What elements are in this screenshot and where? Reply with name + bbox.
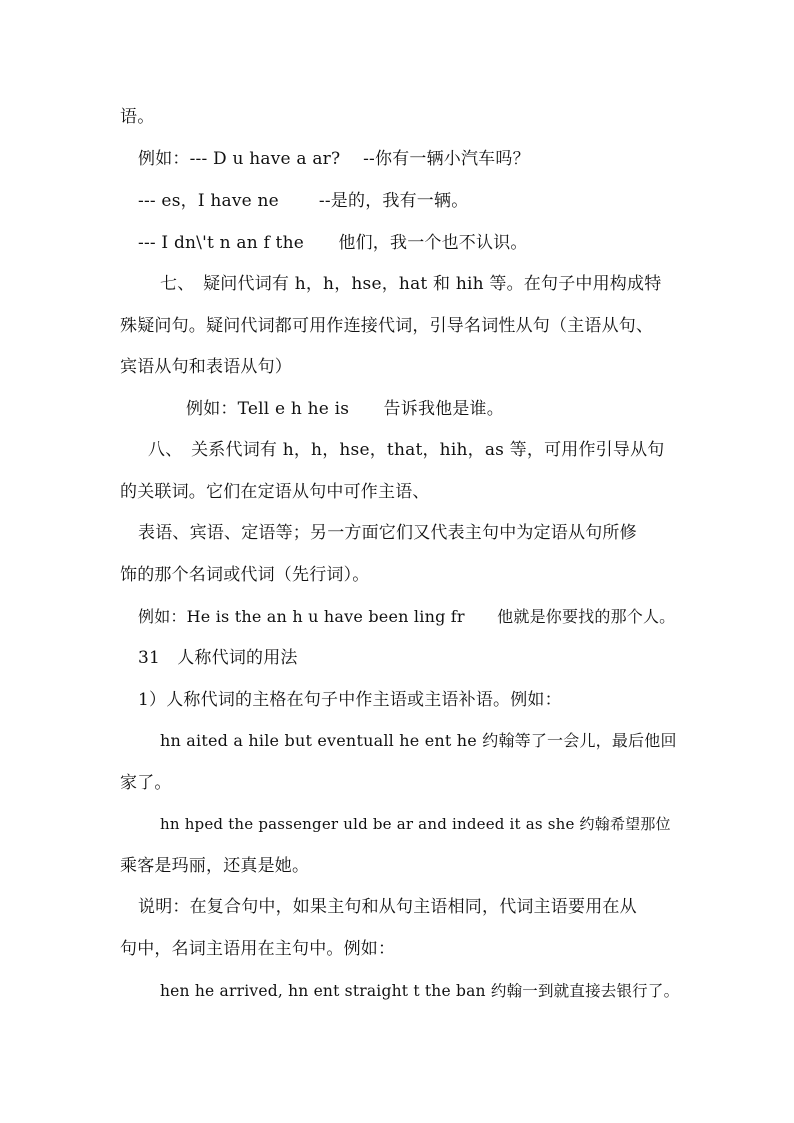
text-line: 句中，名词主语用在主句中。例如： xyxy=(120,939,396,959)
section-heading: 31 人称代词的用法 xyxy=(138,648,298,668)
text-line: --- I dn\'t n an f the 他们，我一个也不认识。 xyxy=(138,233,528,253)
text-line: hn aited a hile but eventuall he ent he 约翰等了一会儿，最后他回 xyxy=(160,731,677,750)
text-line: 例如：He is the an h u have been ling fr 他就是你要找的那个人。 xyxy=(138,607,676,626)
text-line: 家了。 xyxy=(120,773,172,793)
text-line: hen he arrived, hn ent straight t the ban 约翰一到就直接去银行了。 xyxy=(160,982,680,1000)
text-line: 例如：--- D u have a ar? --你有一辆小汽车吗？ xyxy=(138,149,530,169)
text-line: 1）人称代词的主格在句子中作主语或主语补语。例如： xyxy=(138,690,562,710)
text-line: 说明：在复合句中，如果主句和从句主语相同，代词主语要用在从 xyxy=(138,897,637,917)
text-line: 乘客是玛丽，还真是她。 xyxy=(120,856,310,876)
text-line: 例如：Tell e h he is 告诉我他是谁。 xyxy=(186,399,504,419)
text-line: 饰的那个名词或代词（先行词）。 xyxy=(120,565,370,585)
text-line: 殊疑问句。疑问代词都可用作连接代词，引导名词性从句（主语从句、 xyxy=(120,316,654,336)
text-line: 表语、宾语、定语等；另一方面它们又代表主句中为定语从句所修 xyxy=(138,523,637,543)
text-line: 的关联词。它们在定语从句中可作主语、 xyxy=(120,482,430,502)
text-line: 八、 关系代词有 h，h，hse，that，hih，as 等，可用作引导从句 xyxy=(148,440,665,460)
text-line: 七、 疑问代词有 h，h，hse，hat 和 hih 等。在句子中用构成特 xyxy=(160,274,662,294)
text-line: 宾语从句和表语从句） xyxy=(120,357,292,377)
text-line: hn hped the passenger uld be ar and indeed it as she 约翰希望那位 xyxy=(160,815,671,833)
text-line: 语。 xyxy=(120,107,155,127)
text-line: --- es，I have ne --是的，我有一辆。 xyxy=(138,191,469,211)
